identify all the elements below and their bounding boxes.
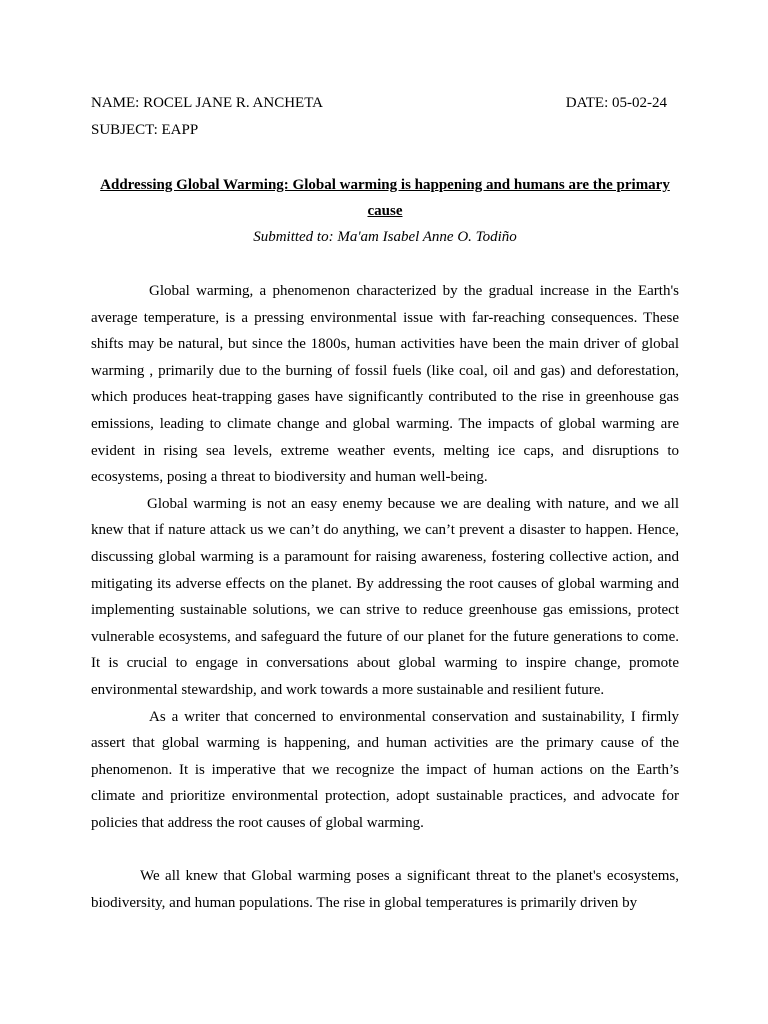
date-label: DATE: 05-02-24 — [565, 95, 667, 111]
paragraph-1: Global warming, a phenomenon characterized by the gradual increase in the Earth's average temperature, is a pressing environmental issue with far-reaching consequences. These shifts may be natural, but since the 1800s, human activities have been the main driver of global warming , primarily due to the burning of fossil fuels (like coal, oil and gas) and deforestation, which produces heat-trapping gases have significantly contributed to the rise in greenhouse gas emissions, leading to climate change and global warming. The impacts of global warming are evident in rising sea levels, extreme weather events, melting ice caps, and disruptions to ecosystems, posing a threat to biodiversity and human well-being. — [91, 283, 679, 486]
header-row — [91, 93, 667, 113]
document-title: Addressing Global Warming: Global warming is happening and humans are the primary cause — [100, 177, 670, 219]
subject-label: SUBJECT: EAPP — [91, 122, 199, 138]
submitted-to: Submitted to: Ma'am Isabel Anne O. Todiño — [253, 229, 517, 245]
paragraph-2: Global warming is not an easy enemy because we are dealing with nature, and we all knew that if nature attack us we can’t do anything, we can’t prevent a disaster to happen. Hence, discussing global warming is a paramount for raising awareness, fostering collective action, and mitigating its adverse effects on the planet. By addressing the root causes of global warming and implementing sustainable solutions, we can strive to reduce greenhouse gas emissions, protect vulnerable ecosystems, and safeguard the future of our planet for the future generations to come. It is crucial to engage in conversations about global warming to inspire change, promote environmental stewardship, and work towards a more sustainable and resilient future. — [91, 495, 679, 698]
student-name: NAME: ROCEL JANE R. ANCHETA — [91, 95, 323, 111]
paragraph-3: As a writer that concerned to environmental conservation and sustainability, I firmly assert that global warming is happening, and human activities are the primary cause of the phenomenon. It is imperative that we recognize the impact of human actions on the Earth’s climate and prioritize environmental protection, adopt sustainable practices, and advocate for policies that address the root causes of global warming. — [91, 708, 679, 831]
document-body — [91, 278, 679, 916]
paragraph-4: We all knew that Global warming poses a significant threat to the planet's ecosystems, biodiversity, and human populations. The rise in global temperatures is primarily driven by — [91, 868, 679, 911]
